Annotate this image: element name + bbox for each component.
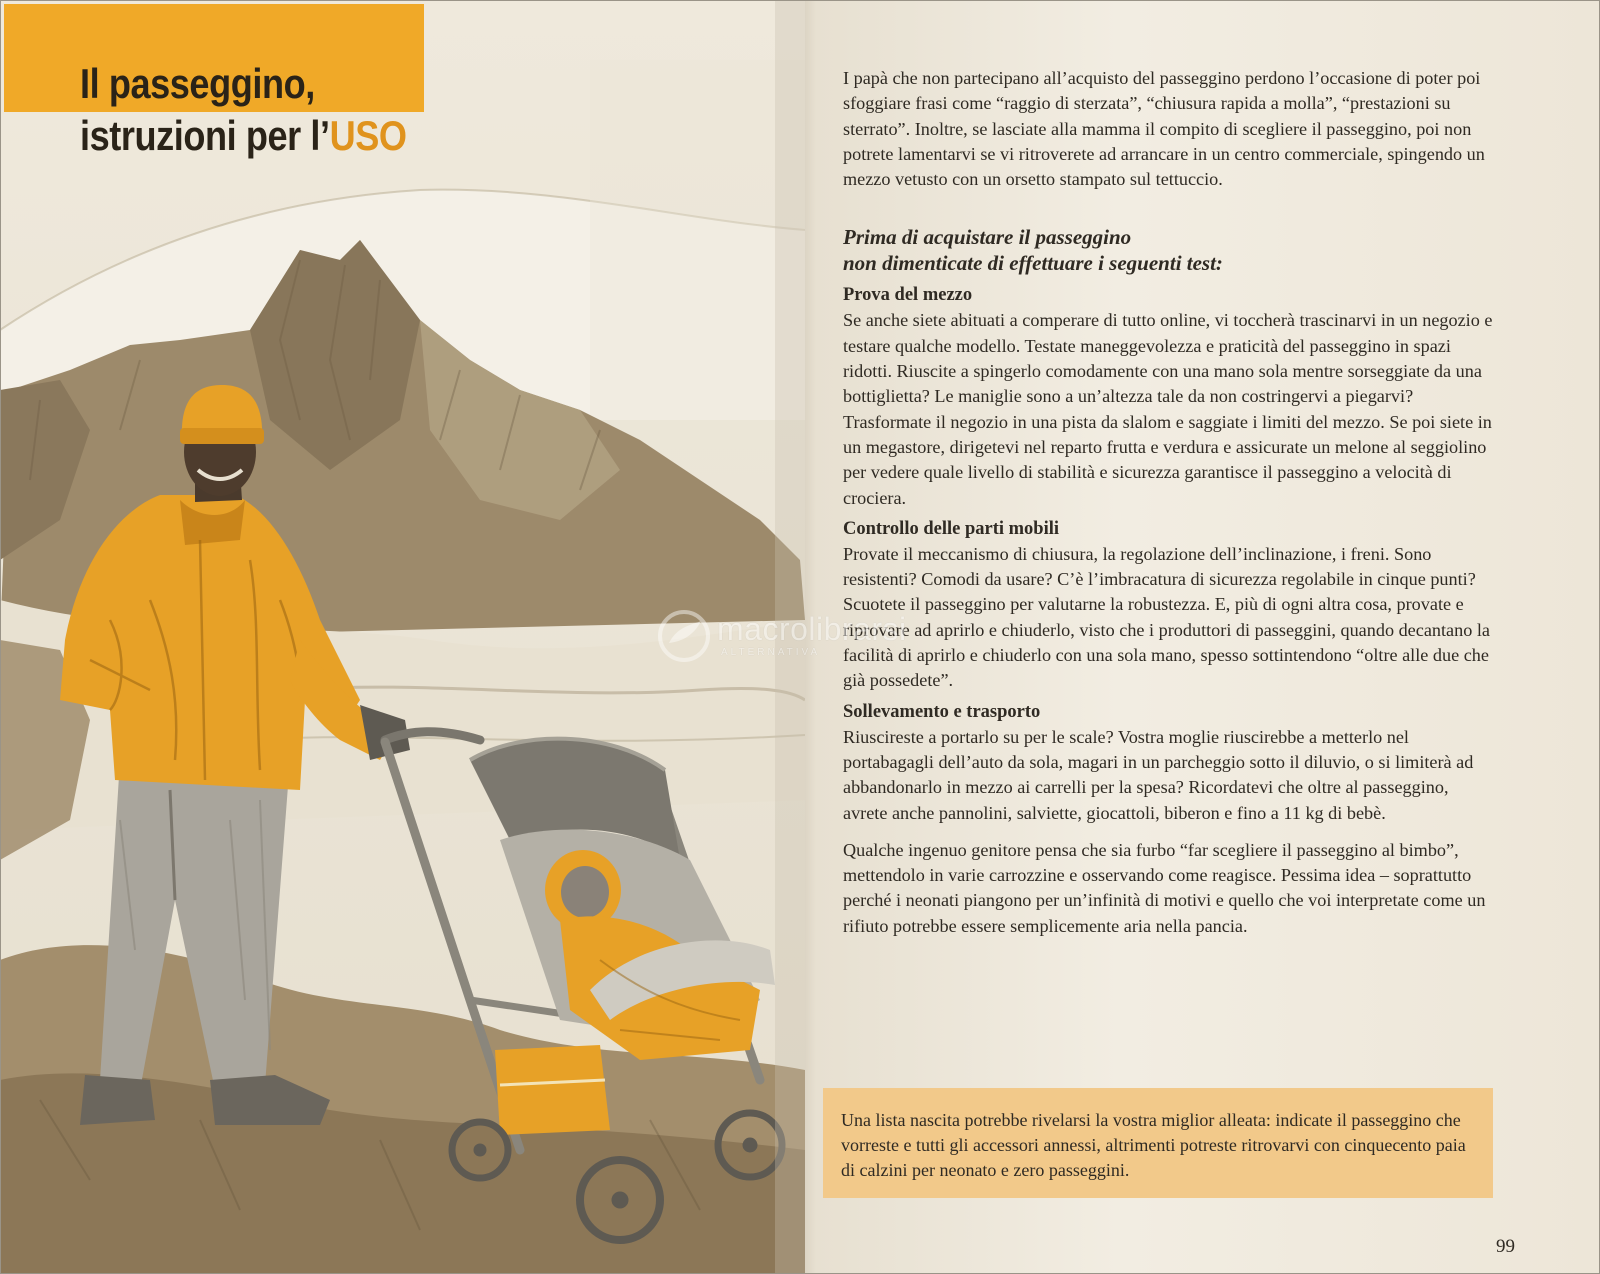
closing-paragraph: Qualche ingenuo genitore pensa che sia furbo “far scegliere il passeggino al bimbo”, mettendolo in varie carrozzine e osservando come reagisce. Pessima idea – soprattutto perché i neonati piangono per un’infinità di motivi e quello che voi interpretate come un rifiuto potrebbe essere semplicemente aria nella pancia. — [843, 839, 1486, 936]
page-number: 99 — [1496, 1236, 1515, 1257]
subhead-line-2: non dimenticate di effettuare i seguenti test: — [843, 251, 1223, 276]
title-line-1: Il passeggino, — [80, 60, 315, 107]
watermark-tagline: ALTERNATIVA — [721, 647, 821, 658]
title-line-2-prefix: istruzioni per l’ — [80, 112, 330, 159]
section-body-prova: Se anche siete abituati a comperare di tutto online, vi toccherà trascinarvi in un negozio e testare qualche modello. Testate maneggevolezza e praticità del passeggino in spazi ridotti. Riuscite a spingerlo comodamente con una mano sola mentre sorseggiate da una bottiglietta? Le maniglie sono a un’altezza tale da non costringervi a piegarvi? Trasformate il negozio in una pista da slalom e saggiate i limiti del mezzo. Se poi siete in un megastore, dirigetevi nel reparto frutta e verdura e assicurate un melone al seggiolino per vedere quale livello di stabilità e sicurezza garantisce il passeggino a velocità di crociera. — [843, 310, 1493, 508]
subhead-line-1: Prima di acquistare il passeggino — [843, 225, 1132, 250]
intro-paragraph: I papà che non partecipano all’acquisto del passeggino perdono l’occasione di poter poi sfoggiare frasi come “raggio di sterzata”, “chiusura rapida a molla”, “prestazioni su sterrato”. Inoltre, se lasciate alla mamma il compito di scegliere il passeggino, poi non potrete lamentarvi se vi ritroverete ad arrancare in un centro commerciale, spingendo un mezzo vetusto con un orsetto stampato sul tettuccio. — [843, 68, 1485, 190]
section-body-controllo: Provate il meccanismo di chiusura, la regolazione dell’inclinazione, i freni. Sono resistenti? Comodi da usare? C’è l’imbracatura di sicurezza regolabile in cinque punti? Scuotete il passeggino per valutarne la robustezza. E, più di ogni altra cosa, provate e riprovare ad aprirlo e chiuderlo, visto che i produttori di passeggini, quando decantano la facilità di aprirlo e chiuderlo con una sola mano, spesso sottintendono “oltre alle due che già possedete”. — [843, 543, 1490, 691]
section-title-controllo: Controllo delle parti mobili — [843, 518, 1060, 539]
tip-box — [823, 1088, 1493, 1198]
chapter-title — [80, 58, 407, 162]
test-subheading — [843, 224, 1493, 276]
text-column — [843, 66, 1493, 939]
macrolibrarsi-logo-icon — [655, 607, 713, 665]
section-title-prova: Prova del mezzo — [843, 285, 973, 306]
watermark-name: macrolibrarsi — [717, 611, 907, 647]
title-line-2-accent: USO — [329, 112, 407, 159]
watermark — [655, 607, 975, 667]
section-title-sollevamento: Sollevamento e trasporto — [843, 701, 1041, 722]
tip-text: Una lista nascita potrebbe rivelarsi la vostra miglior alleata: indicate il passeggino che vorreste e tutti gli accessori annessi, altrimenti potreste ritrovarvi con cinquecento paia di calzini per neonato e zero passeggini. — [841, 1110, 1466, 1180]
section-body-sollevamento: Riuscireste a portarlo su per le scale? Vostra moglie riuscirebbe a metterlo nel portabagagli dell’auto da sola, magari in un parcheggio sotto il diluvio, o si limiterà ad abbandonarlo in mezzo ai carrelli per la spesa? Ricordatevi che oltre al passeggino, avrete anche pannolini, salviette, giocattoli, biberon e fino a 11 kg di bebè. — [843, 726, 1474, 823]
